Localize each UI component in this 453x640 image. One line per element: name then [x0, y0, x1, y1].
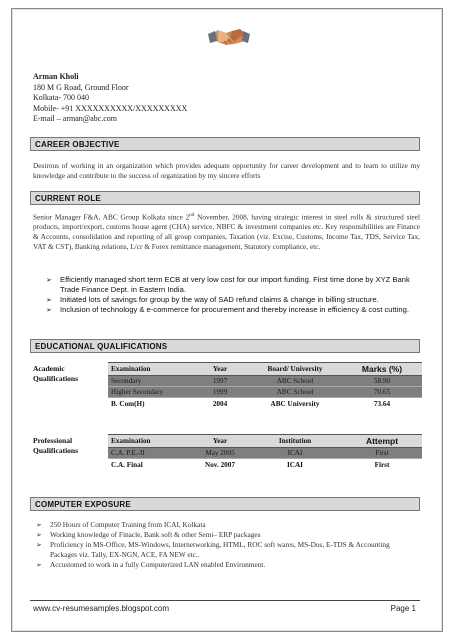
col-header: Year — [192, 363, 248, 376]
table-row — [108, 448, 422, 459]
col-header: Examination — [108, 435, 192, 448]
section-current-role: CURRENT ROLE — [30, 191, 420, 205]
table-header-row — [108, 435, 422, 448]
cell: Higher Secondary — [108, 387, 192, 398]
academic-table — [108, 362, 422, 410]
cell: 70.65 — [342, 387, 422, 398]
cell: 73.64 — [373, 399, 391, 408]
col-header: Marks (%) — [342, 363, 422, 376]
col-header: Examination — [108, 363, 192, 376]
arrow-bullet-icon: ➢ — [36, 541, 42, 549]
cell: 1999 — [192, 387, 248, 398]
cell: C.A. P.E.-II — [108, 448, 192, 459]
list-item — [36, 520, 416, 530]
arrow-bullet-icon: ➢ — [46, 276, 52, 284]
computer-bullets — [36, 520, 416, 570]
list-item — [36, 530, 416, 540]
arrow-bullet-icon: ➢ — [36, 531, 42, 539]
bullet-text: Accustomed to work in a fully Computerized LAN enabled Environment. — [50, 560, 266, 569]
professional-table — [108, 434, 422, 471]
bullet-text: Efficiently managed short term ECB at very low cost for our import funding. First time done by XYZ Bank Trade Finance Dept. in Eastern India. — [60, 275, 410, 294]
cell: 1997 — [192, 376, 248, 387]
list-item — [36, 540, 416, 560]
cell: B. Com(H) — [111, 399, 145, 408]
arrow-bullet-icon: ➢ — [36, 561, 42, 569]
cell: May 2005 — [192, 448, 248, 459]
role-text-a: Senior Manager F&A, ABC Group Kolkata since 2 — [33, 212, 190, 222]
section-educational-qualifications: EDUCATIONAL QUALIFICATIONS — [30, 339, 420, 353]
bullet-text: Working knowledge of Finacle, Bank soft & other Semi– ERP packages — [50, 530, 261, 539]
list-item — [46, 295, 418, 305]
role-paragraph — [33, 211, 420, 252]
arrow-bullet-icon: ➢ — [46, 306, 52, 314]
role-text-sup: nd — [189, 213, 195, 218]
role-bullets — [46, 275, 418, 315]
mobile: Mobile- +91 XXXXXXXXXX/XXXXXXXXX — [33, 103, 188, 113]
page-number: Page 1 — [390, 604, 416, 613]
objective-text: Desirous of working in an organization which provides adequate opportunity for career development and to learn to utilize my knowledge and contribute to the success of organization by my sincere efforts — [33, 161, 420, 180]
email: E-mail – arman@abc.com — [33, 114, 117, 123]
section-career-objective: CAREER OBJECTIVE — [30, 137, 420, 151]
handshake-icon — [208, 22, 250, 50]
footer-link[interactable]: www.cv-resumesamples.blogspot.com — [33, 604, 170, 613]
table-header-row — [108, 363, 422, 376]
arrow-bullet-icon: ➢ — [36, 521, 42, 529]
cell: Secondary — [108, 376, 192, 387]
section-computer-exposure: COMPUTER EXPOSURE — [30, 497, 420, 511]
table-row — [108, 459, 422, 471]
cell: ABC University — [270, 399, 320, 408]
academic-label: Academic Qualifications — [33, 364, 79, 383]
bullet-text: Initiated lots of savings for group by the way of SAD refund claims & change in billing structure. — [60, 295, 379, 304]
cell: C.A. Final — [111, 460, 143, 469]
list-item — [46, 275, 418, 295]
cell: Nov. 2007 — [205, 460, 235, 469]
bullet-text: Proficiency in MS-Office, MS-Windows, Internetworking, HTML, ROC soft wares, MS-Dos, E-TDS & Accounting Packages viz. Tally, EX-NGN, ACE, FA NEW etc.. — [50, 540, 390, 559]
col-header: Board/ University — [248, 363, 342, 376]
bullet-text: 250 Hours of Computer Training from ICAI, Kolkata — [50, 520, 206, 529]
cell: First — [342, 448, 422, 459]
cell: 58.90 — [342, 376, 422, 387]
applicant-name: Arman Kholi — [33, 72, 79, 81]
cell: 2004 — [212, 399, 228, 408]
bullet-text: Inclusion of technology & e-commerce for procurement and thereby increase in efficiency & cost cutting. — [60, 305, 409, 314]
cell: First — [374, 460, 390, 469]
col-header: Attempt — [342, 435, 422, 448]
professional-label: Professional Qualifications — [33, 436, 79, 455]
col-header: Institution — [248, 435, 342, 448]
contact-header — [33, 72, 187, 125]
footer-divider — [30, 600, 420, 601]
table-row — [108, 398, 422, 410]
cell: ABC School — [248, 376, 342, 387]
cell: ICAI — [248, 448, 342, 459]
cell: ICAI — [287, 460, 303, 469]
col-header: Year — [192, 435, 248, 448]
address-line-2: Kolkata- 700 040 — [33, 93, 89, 102]
table-row — [108, 387, 422, 398]
arrow-bullet-icon: ➢ — [46, 296, 52, 304]
role-text-b: November, 2008, having strategic interest in steel rolls & structured steel products, import/export, customs house agent (CHA) service, NBFC & investment companies etc. Key responsibilities are Finance & Accounts, consolidation and reporting of all group companies, Taxation (viz. Excise, Customs, Income Tax, TDS, Service Tax, VAT & CST), Banking relations, L/cr & Forex remittance management, Statutory compliance, etc. — [33, 212, 420, 252]
list-item — [46, 305, 418, 315]
list-item — [36, 560, 416, 570]
address-line-1: 180 M G Road, Ground Floor — [33, 82, 129, 92]
cell: ABC School — [248, 387, 342, 398]
table-row — [108, 376, 422, 387]
